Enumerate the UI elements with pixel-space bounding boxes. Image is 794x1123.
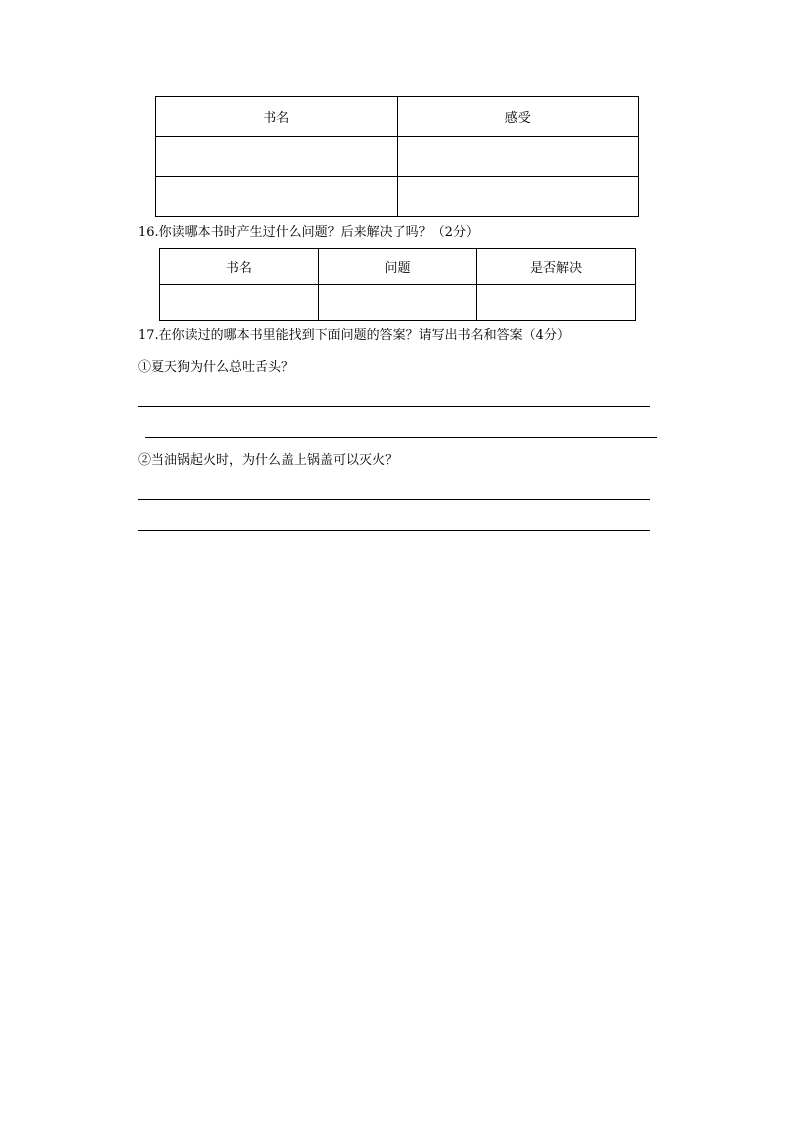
resolved-cell[interactable]	[477, 285, 636, 321]
header-resolved: 是否解决	[477, 249, 636, 285]
book-title-cell[interactable]	[156, 177, 398, 217]
table-header-row	[156, 97, 639, 137]
question-cell[interactable]	[318, 285, 477, 321]
table-row	[160, 285, 636, 321]
header-question: 问题	[318, 249, 477, 285]
answer-line-3[interactable]	[138, 499, 650, 500]
reading-feelings-table	[155, 96, 639, 217]
header-feeling: 感受	[397, 97, 639, 137]
header-book-title: 书名	[160, 249, 319, 285]
table-header-row	[160, 249, 636, 285]
answer-line-2[interactable]	[145, 437, 657, 438]
answer-line-1[interactable]	[138, 406, 650, 407]
table-row	[156, 177, 639, 217]
question-17-part-1: ①夏天狗为什么总吐舌头？	[138, 360, 295, 375]
header-book-title: 书名	[156, 97, 398, 137]
reading-questions-table	[159, 248, 636, 321]
question-17: 17.在你读过的哪本书里能找到下面问题的答案？请写出书名和答案（4分）	[138, 328, 570, 343]
book-title-cell[interactable]	[156, 137, 398, 177]
book-title-cell[interactable]	[160, 285, 319, 321]
question-17-part-2: ②当油锅起火时，为什么盖上锅盖可以灭火？	[138, 453, 399, 468]
feeling-cell[interactable]	[397, 137, 639, 177]
feeling-cell[interactable]	[397, 177, 639, 217]
answer-line-4[interactable]	[138, 530, 650, 531]
table-row	[156, 137, 639, 177]
question-16: 16.你读哪本书时产生过什么问题？后来解决了吗？（2分）	[138, 225, 479, 240]
